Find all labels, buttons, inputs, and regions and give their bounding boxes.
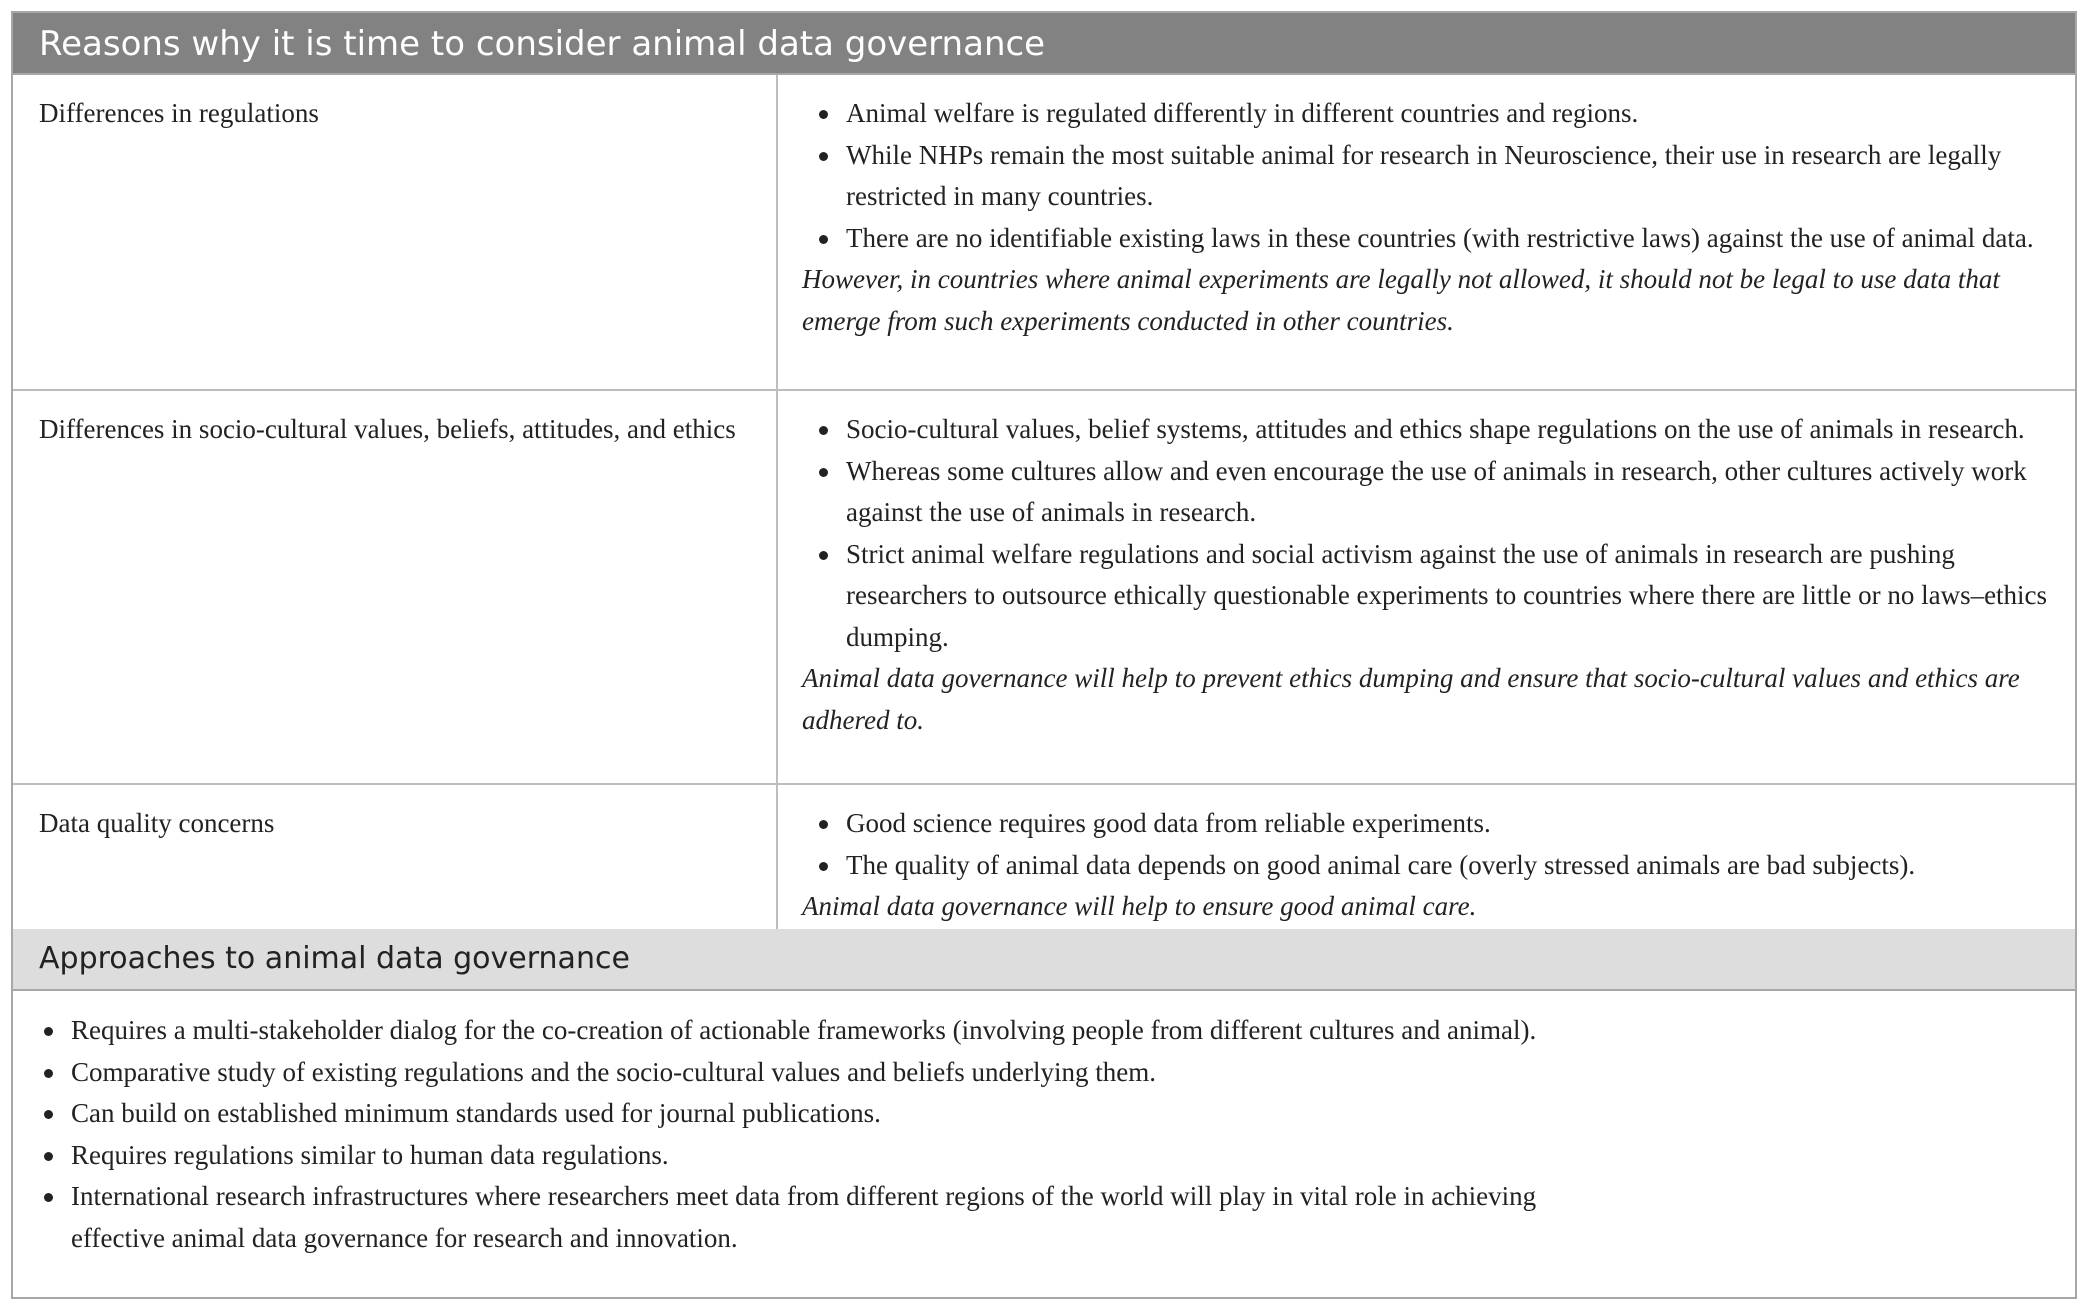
list-item: Comparative study of existing regulations and the socio-cultural values and beliefs underlying them. bbox=[27, 1052, 1547, 1094]
italic-note: Animal data governance will help to prevent ethics dumping and ensure that socio-cultural values and ethics are adhered to. bbox=[802, 663, 2020, 735]
list-item: Whereas some cultures allow and even encourage the use of animals in research, other cultures actively work against the use of animals in research. bbox=[802, 451, 2062, 534]
governance-table bbox=[11, 11, 2077, 1299]
italic-note: Animal data governance will help to ensure good animal care. bbox=[802, 891, 1477, 921]
list-item: While NHPs remain the most suitable animal for research in Neuroscience, their use in research are legally restricted in many countries. bbox=[802, 135, 2062, 218]
bullet-list bbox=[27, 1010, 1547, 1259]
table-title: Reasons why it is time to consider animal data governance bbox=[13, 13, 2075, 75]
list-item: Animal welfare is regulated differently in different countries and regions. bbox=[802, 93, 2062, 135]
list-item: The quality of animal data depends on good animal care (overly stressed animals are bad subjects). bbox=[802, 845, 2062, 887]
list-item: Requires regulations similar to human data regulations. bbox=[27, 1135, 1547, 1177]
bullet-list bbox=[802, 93, 2062, 259]
column-divider bbox=[776, 785, 778, 929]
table-row bbox=[13, 391, 2075, 785]
list-item: Socio-cultural values, belief systems, attitudes and ethics shape regulations on the use of animals in research. bbox=[802, 409, 2062, 451]
table-row bbox=[13, 785, 2075, 929]
reason-details bbox=[802, 409, 2062, 741]
list-item: Good science requires good data from reliable experiments. bbox=[802, 803, 2062, 845]
bullet-list bbox=[802, 409, 2062, 658]
list-item: There are no identifiable existing laws in these countries (with restrictive laws) against the use of animal data. bbox=[802, 218, 2062, 260]
table-row bbox=[13, 75, 2075, 391]
section-heading: Approaches to animal data governance bbox=[13, 929, 2075, 991]
reason-details bbox=[802, 93, 2062, 342]
reason-label: Differences in regulations bbox=[39, 98, 319, 128]
bullet-list bbox=[802, 803, 2062, 886]
list-item: Requires a multi-stakeholder dialog for the co-creation of actionable frameworks (involving people from different cultures and animal). bbox=[27, 1010, 1547, 1052]
column-divider bbox=[776, 391, 778, 783]
italic-note: However, in countries where animal experiments are legally not allowed, it should not be legal to use data that emerge from such experiments conducted in other countries. bbox=[802, 264, 2000, 336]
reason-label: Differences in socio-cultural values, beliefs, attitudes, and ethics bbox=[39, 414, 736, 444]
column-divider bbox=[776, 75, 778, 389]
reason-details bbox=[802, 803, 2062, 928]
list-item: Can build on established minimum standards used for journal publications. bbox=[27, 1093, 1547, 1135]
list-item: Strict animal welfare regulations and social activism against the use of animals in research are pushing researchers to outsource ethically questionable experiments to countries where there are little or no laws–ethics dumping. bbox=[802, 534, 2062, 659]
approaches-list bbox=[27, 1010, 1547, 1259]
reason-label: Data quality concerns bbox=[39, 808, 275, 838]
list-item: International research infrastructures where researchers meet data from different regions of the world will play in vital role in achieving effective animal data governance for research and innovation. bbox=[27, 1176, 1547, 1259]
